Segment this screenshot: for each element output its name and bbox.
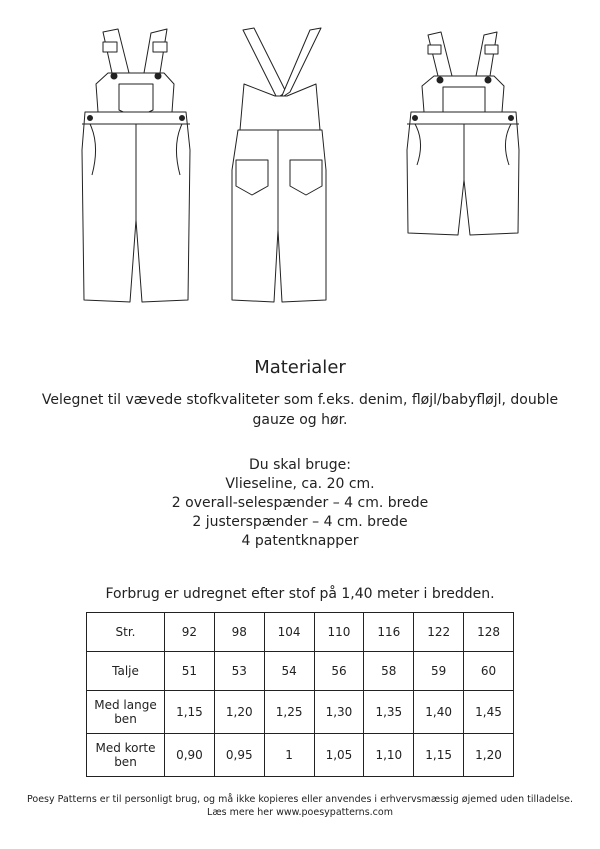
table-cell: 1,05 — [314, 734, 364, 777]
table-cell: 56 — [314, 652, 364, 691]
footer — [0, 793, 600, 819]
size-cell: 98 — [214, 613, 264, 652]
table-cell: 1,25 — [264, 691, 314, 734]
materials-item: 2 justerspænder – 4 cm. brede — [192, 514, 408, 530]
materials-intro: Du skal bruge: — [249, 457, 351, 473]
table-cell: 58 — [364, 652, 414, 691]
fabric-usage-note: Forbrug er udregnet efter stof på 1,40 meter i bredden. — [105, 586, 495, 602]
table-cell: 1,10 — [364, 734, 414, 777]
fabric-description: Velegnet til vævede stofkvaliteter som f.eks. denim, fløjl/babyfløjl, double gauze og hør. — [41, 392, 559, 428]
table-cell: 1,15 — [414, 734, 464, 777]
materials-item: Vlieseline, ca. 20 cm. — [225, 476, 375, 492]
table-row-waist — [87, 652, 514, 691]
table-cell: 51 — [165, 652, 215, 691]
table-cell: 1,15 — [165, 691, 215, 734]
size-cell: 92 — [165, 613, 215, 652]
size-cell: 110 — [314, 613, 364, 652]
table-cell: 1,20 — [464, 734, 514, 777]
table-cell: 1,40 — [414, 691, 464, 734]
section-title: Materialer — [254, 357, 346, 378]
size-cell: 122 — [414, 613, 464, 652]
row-label: Med lange ben — [87, 691, 165, 734]
table-cell: 1,30 — [314, 691, 364, 734]
table-cell: 59 — [414, 652, 464, 691]
overall-illustrations — [0, 0, 600, 320]
size-table — [86, 612, 514, 777]
size-cell: 104 — [264, 613, 314, 652]
size-cell: 116 — [364, 613, 414, 652]
table-cell: 0,90 — [165, 734, 215, 777]
table-row-short-legs — [87, 734, 514, 777]
table-row-long-legs — [87, 691, 514, 734]
footer-website: Læs mere her www.poesypatterns.com — [207, 807, 393, 818]
materials-item: 4 patentknapper — [241, 533, 359, 549]
table-header-label: Str. — [87, 613, 165, 652]
table-cell: 0,95 — [214, 734, 264, 777]
table-cell: 1 — [264, 734, 314, 777]
materials-item: 2 overall-selespænder – 4 cm. brede — [171, 495, 429, 511]
row-label: Talje — [87, 652, 165, 691]
overall-back-long-illustration — [232, 28, 326, 302]
table-cell: 53 — [214, 652, 264, 691]
size-cell: 128 — [464, 613, 514, 652]
table-row-sizes — [87, 613, 514, 652]
table-cell: 54 — [264, 652, 314, 691]
row-label: Med korte ben — [87, 734, 165, 777]
table-cell: 1,20 — [214, 691, 264, 734]
table-cell: 1,35 — [364, 691, 414, 734]
footer-copyright: Poesy Patterns er til personligt brug, og må ikke kopieres eller anvendes i erhvervsmæssig øjemed uden tilladelse. — [27, 794, 573, 805]
materials-list — [40, 456, 560, 551]
table-cell: 60 — [464, 652, 514, 691]
table-cell: 1,45 — [464, 691, 514, 734]
overall-front-long-illustration — [82, 29, 190, 302]
overall-front-short-illustration — [407, 32, 519, 235]
